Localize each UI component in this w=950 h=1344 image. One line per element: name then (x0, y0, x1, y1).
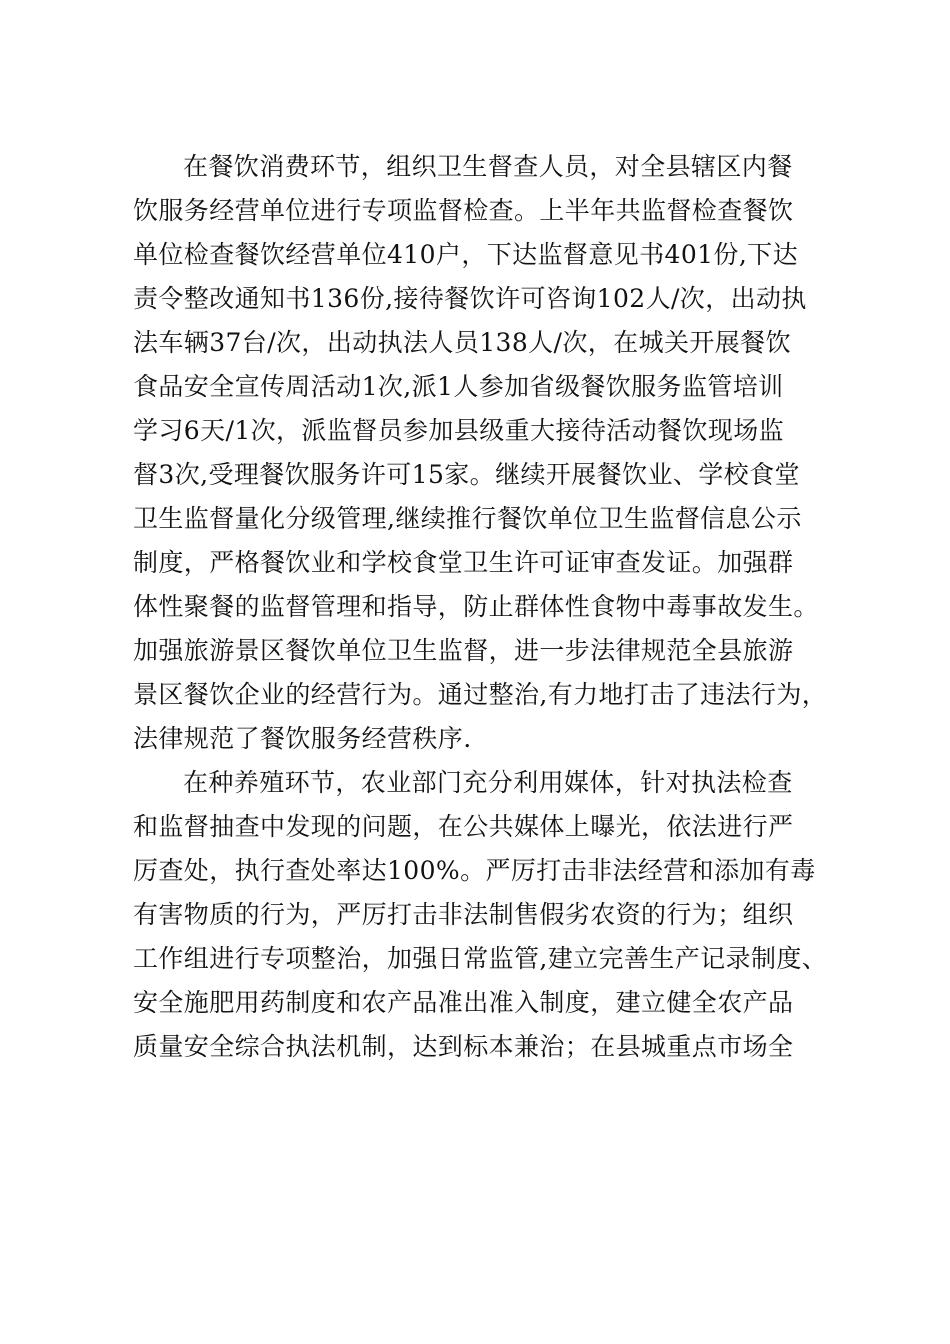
body-text (133, 145, 833, 1069)
paragraph-1-line-3: 单位检查餐饮经营单位410户，下达监督意见书401份,下达 (133, 240, 798, 269)
paragraph-2-line-5: 工作组进行专项整治，加强日常监管,建立完善生产记录制度、 (133, 944, 828, 973)
paragraph-2-line-6: 安全施肥用药制度和农产品准出准入制度，建立健全农产品 (133, 988, 794, 1017)
paragraph-2-line-7: 质量安全综合执法机制，达到标本兼治；在县城重点市场全 (133, 1032, 794, 1061)
paragraph-1-line-14: 法律规范了餐饮服务经营秩序. (133, 724, 472, 753)
paragraph-2-line-4: 有害物质的行为，严厉打击非法制售假劣农资的行为；组织 (133, 900, 794, 929)
paragraph-1-line-10: 制度，严格餐饮业和学校食堂卫生许可证审查发证。加强群 (133, 548, 794, 577)
paragraph-1-line-7: 学习6天/1次，派监督员参加县级重大接待活动餐饮现场监 (133, 416, 785, 445)
paragraph-1-line-2: 饮服务经营单位进行专项监督检查。上半年共监督检查餐饮 (133, 196, 794, 225)
paragraph-2-line-2: 和监督抽查中发现的问题，在公共媒体上曝光，依法进行严 (133, 812, 794, 841)
paragraph-2-line-3: 厉查处，执行查处率达100%。严厉打击非法经营和添加有毒 (133, 856, 816, 885)
paragraph-1-line-8: 督3次,受理餐饮服务许可15家。继续开展餐饮业、学校食堂 (133, 460, 800, 489)
paragraph-1-line-4: 责令整改通知书136份,接待餐饮许可咨询102人/次，出动执 (133, 284, 807, 313)
paragraph-1-line-1: 在餐饮消费环节，组织卫生督查人员，对全县辖区内餐 (183, 152, 793, 181)
paragraph-1-line-5: 法车辆37台/次，出动执法人员138人/次，在城关开展餐饮 (133, 328, 791, 357)
paragraph-1-line-12: 加强旅游景区餐饮单位卫生监督，进一步法律规范全县旅游 (133, 636, 794, 665)
paragraph-1-line-9: 卫生监督量化分级管理,继续推行餐饮单位卫生监督信息公示 (133, 504, 802, 533)
paragraph-2-line-1: 在种养殖环节，农业部门充分利用媒体，针对执法检查 (183, 768, 793, 797)
paragraph-1-line-6: 食品安全宣传周活动1次,派1人参加省级餐饮服务监管培训 (133, 372, 784, 401)
paragraph-1-line-11: 体性聚餐的监督管理和指导，防止群体性食物中毒事故发生。 (133, 592, 819, 621)
paragraph-1-line-13: 景区餐饮企业的经营行为。通过整治,有力地打击了违法行为， (133, 680, 828, 709)
